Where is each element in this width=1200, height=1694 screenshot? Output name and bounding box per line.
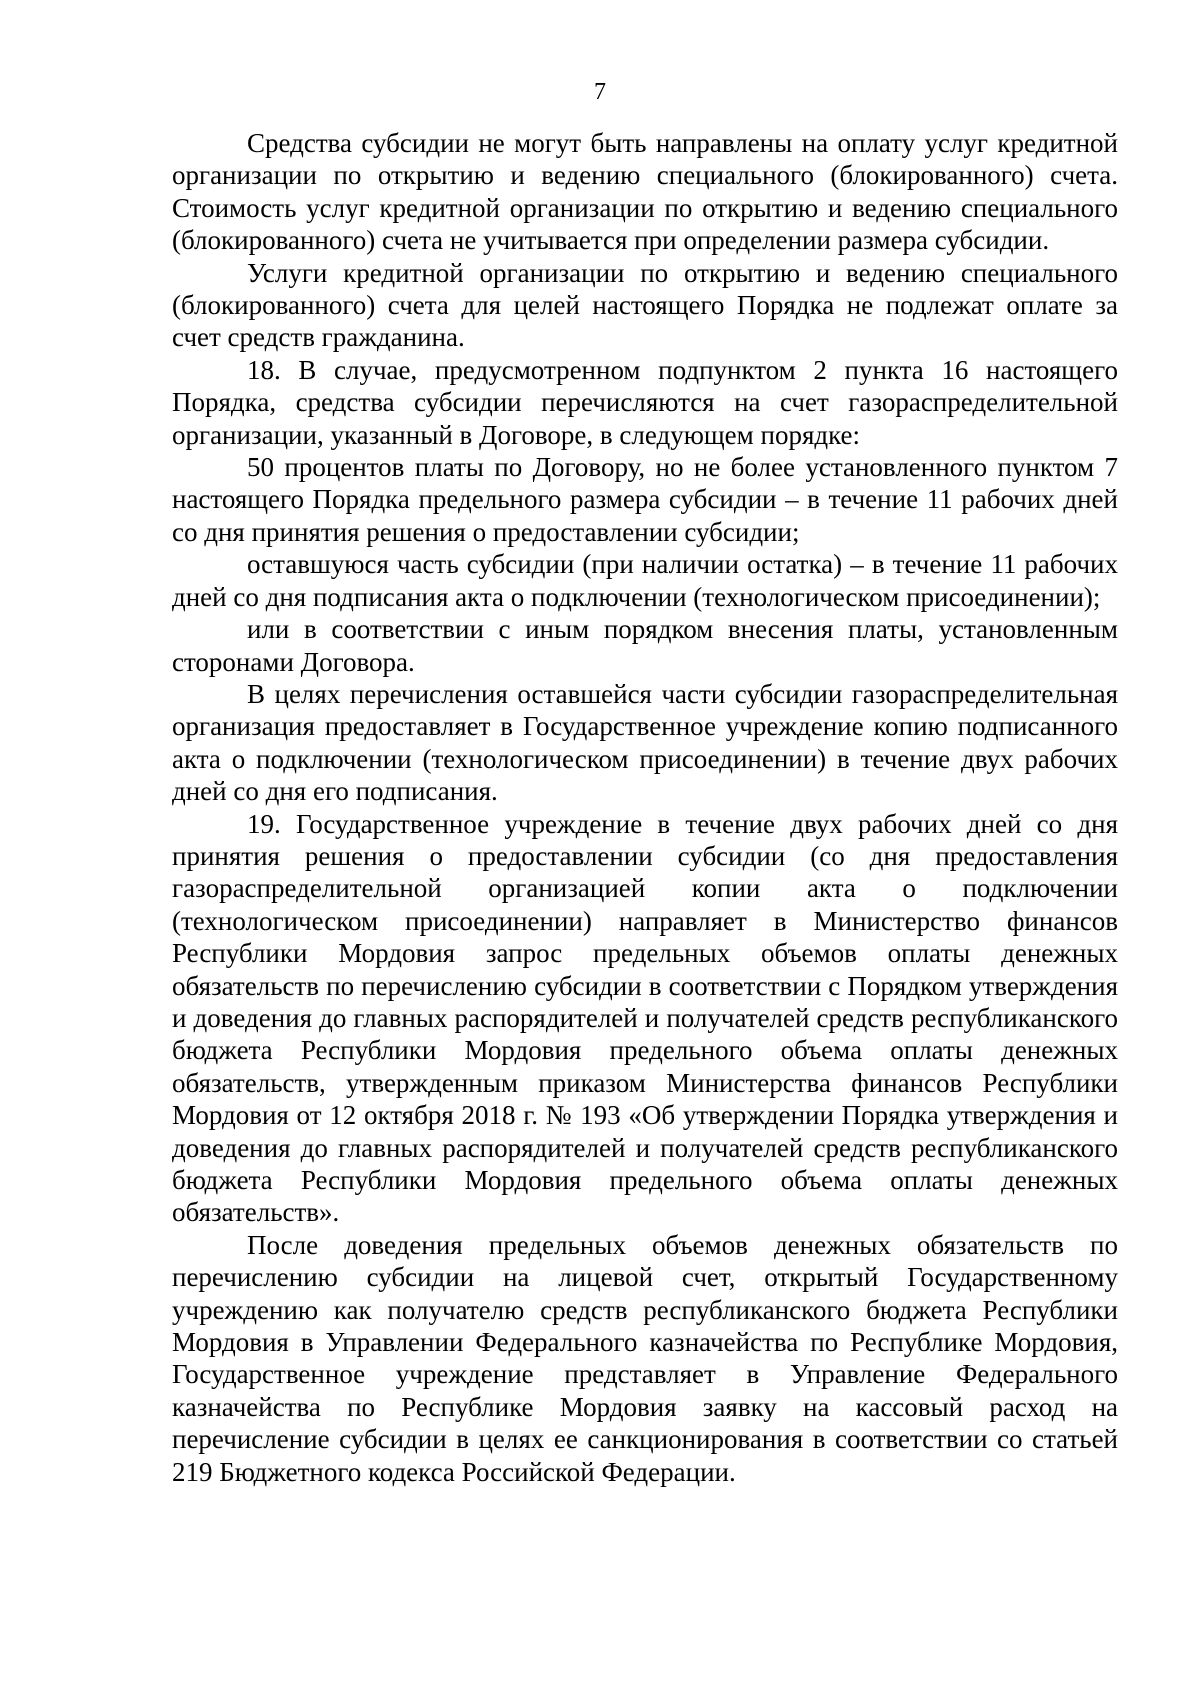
page-number: 7 [594,79,606,105]
paragraph-act-copy: В целях перечисления оставшейся части субсидии газораспределительная организация предоставляет в Государственное учреждение копию подписанного акта о подключении (технологическом присоединении) в течение двух рабочих дней со дня его подписания. [172,678,1118,807]
paragraph-clause-19: 19. Государственное учреждение в течение двух рабочих дней со дня принятия решения о предоставлении субсидии (со дня предоставления газораспределительной организацией копии акта о подключении (технологическом присоединении) направляет в Министерство финансов Республики Мордовия запрос предельных объемов оплаты денежных обязательств по перечислению субсидии в соответствии с Порядком утверждения и доведения до главных распорядителей и получателей средств республиканского бюджета Республики Мордовия предельного объема оплаты денежных обязательств, утвержденным приказом Министерства финансов Республики Мордовия от 12 октября 2018 г. № 193 «Об утверждении Порядка утверждения и доведения до главных распорядителей и получателей средств республиканского бюджета Республики Мордовия предельного объема оплаты денежных обязательств». [172,808,1118,1228]
paragraph-subsidy-bank-fees: Средства субсидии не могут быть направлены на оплату услуг кредитной организации по открытию и ведению специального (блокированного) счета. Стоимость услуг кредитной организации по открытию и ведению специального (блокированного) счета не учитывается при определении размера субсидии. [172,128,1118,256]
document-body [172,127,1118,1488]
paragraph-treasury-request: После доведения предельных объемов денежных обязательств по перечислению субсидии на лицевой счет, открытый Государственному учреждению как получателю средств республиканского бюджета Республики Мордовия в Управлении Федерального казначейства по Республике Мордовия, Государственное учреждение представляет в Управление Федерального казначейства по Республике Мордовия заявку на кассовый расход на перечисление субсидии в целях ее санкционирования в соответствии со статьей 219 Бюджетного кодекса Российской Федерации. [172,1229,1118,1487]
paragraph-alternative-order: или в соответствии с иным порядком внесения платы, установленным сторонами Договора. [172,614,1118,677]
paragraph-first-installment: 50 процентов платы по Договору, но не более установленного пунктом 7 настоящего Порядка предельного размера субсидии – в течение 11 рабочих дней со дня принятия решения о предоставлении субсидии; [172,452,1118,547]
paragraph-bank-services-payment: Услуги кредитной организации по открытию и ведению специального (блокированного) счета для целей настоящего Порядка не подлежат оплате за счет средств гражданина. [172,257,1118,353]
paragraph-remaining-installment: оставшуюся часть субсидии (при наличии остатка) – в течение 11 рабочих дней со дня подписания акта о подключении (технологическом присоединении); [172,549,1118,612]
paragraph-clause-18: 18. В случае, предусмотренном подпунктом 2 пункта 16 настоящего Порядка, средства субсидии перечисляются на счет газораспределительной организации, указанный в Договоре, в следующем порядке: [172,354,1118,450]
